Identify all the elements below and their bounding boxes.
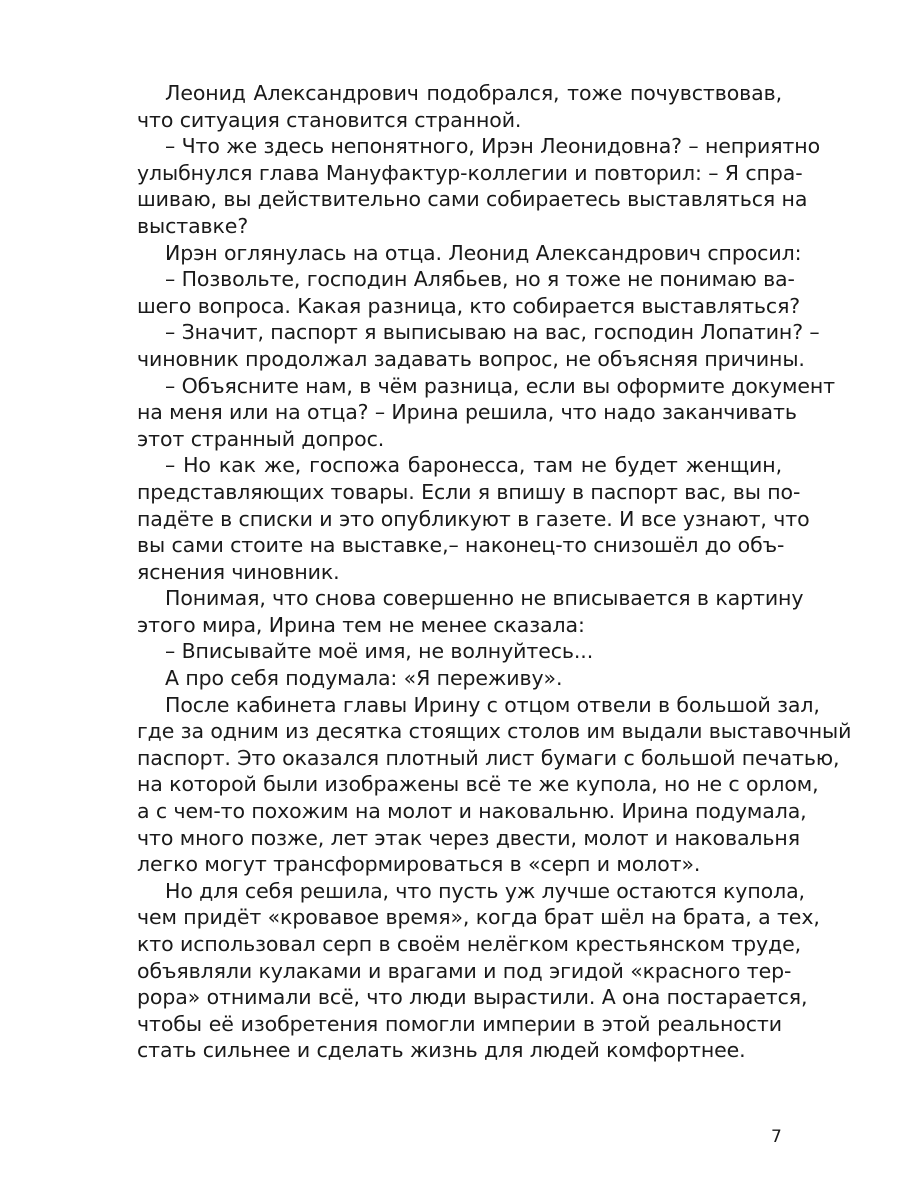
text-line: – Объясните нам, в чём разница, если вы оформите документ xyxy=(165,373,835,398)
text-line: шиваю, вы действительно сами собираетесь выставляться на xyxy=(137,187,808,212)
text-line: – Позвольте, господин Алябьев, но я тоже не понимаю ва- xyxy=(165,267,795,292)
text-line: – Но как же, госпожа баронесса, там не будет женщин, xyxy=(165,453,782,478)
text-line: где за одним из десятка стоящих столов им выдали выставочный xyxy=(137,719,852,744)
text-line: этого мира, Ирина тем не менее сказала: xyxy=(137,612,585,637)
text-line: – Вписывайте моё имя, не волнуйтесь... xyxy=(165,639,594,664)
text-line: что ситуация становится странной. xyxy=(137,107,522,132)
text-line: паспорт. Это оказался плотный лист бумаги с большой печатью, xyxy=(137,745,840,770)
text-line: представляющих товары. Если я впишу в паспорт вас, вы по- xyxy=(137,479,801,504)
text-line: А про себя подумала: «Я переживу». xyxy=(165,666,563,691)
text-line: Ирэн оглянулась на отца. Леонид Александрович спросил: xyxy=(165,240,802,265)
text-line: чтобы её изобретения помогли империи в этой реальности xyxy=(137,1011,782,1036)
text-line: рора» отнимали всё, что люди вырастили. А она постарается, xyxy=(137,985,808,1010)
text-line: на которой были изображены всё те же купола, но не с орлом, xyxy=(137,772,819,797)
text-line: – Значит, паспорт я выписываю на вас, господин Лопатин? – xyxy=(165,320,820,345)
text-line: кто использовал серп в своём нелёгком крестьянском труде, xyxy=(137,932,802,956)
text-line: чем придёт «кровавое время», когда брат шёл на брата, а тех, xyxy=(137,905,820,930)
text-line: падёте в списки и это опубликуют в газете. И все узнают, что xyxy=(137,506,810,531)
text-line: – Что же здесь непонятного, Ирэн Леонидовна? – неприятно xyxy=(165,134,821,159)
page-text xyxy=(137,80,852,1064)
text-line: После кабинета главы Ирину с отцом отвели в большой зал, xyxy=(165,692,820,717)
text-line: а с чем-то похожим на молот и наковальню. Ирина подумала, xyxy=(137,799,807,824)
text-line: этот странный допрос. xyxy=(137,426,385,451)
text-line: выставке? xyxy=(137,213,249,238)
text-line: что много позже, лет этак через двести, молот и наковальня xyxy=(137,825,800,850)
text-line: Леонид Александрович подобрался, тоже почувствовав, xyxy=(165,81,782,105)
text-line: шего вопроса. Какая разница, кто собирается выставляться? xyxy=(137,293,801,318)
text-line: легко могут трансформироваться в «серп и молот». xyxy=(137,852,701,877)
text-line: улыбнулся глава Мануфактур-коллегии и повторил: – Я спра- xyxy=(137,160,803,185)
text-line: вы сами стоите на выставке,– наконец-то снизошёл до объ- xyxy=(137,533,785,558)
text-line: стать сильнее и сделать жизнь для людей комфортнее. xyxy=(137,1038,746,1063)
text-line: Понимая, что снова совершенно не вписывается в картину xyxy=(165,586,804,611)
text-line: Но для себя решила, что пусть уж лучше остаются купола, xyxy=(165,878,805,903)
text-line: яснения чиновник. xyxy=(137,559,340,584)
text-line: чиновник продолжал задавать вопрос, не объясняя причины. xyxy=(137,346,805,371)
page-number: 7 xyxy=(771,1127,782,1147)
text-line: объявляли кулаками и врагами и под эгидой «красного тер- xyxy=(137,958,792,983)
text-line: на меня или на отца? – Ирина решила, что надо заканчивать xyxy=(137,400,797,425)
